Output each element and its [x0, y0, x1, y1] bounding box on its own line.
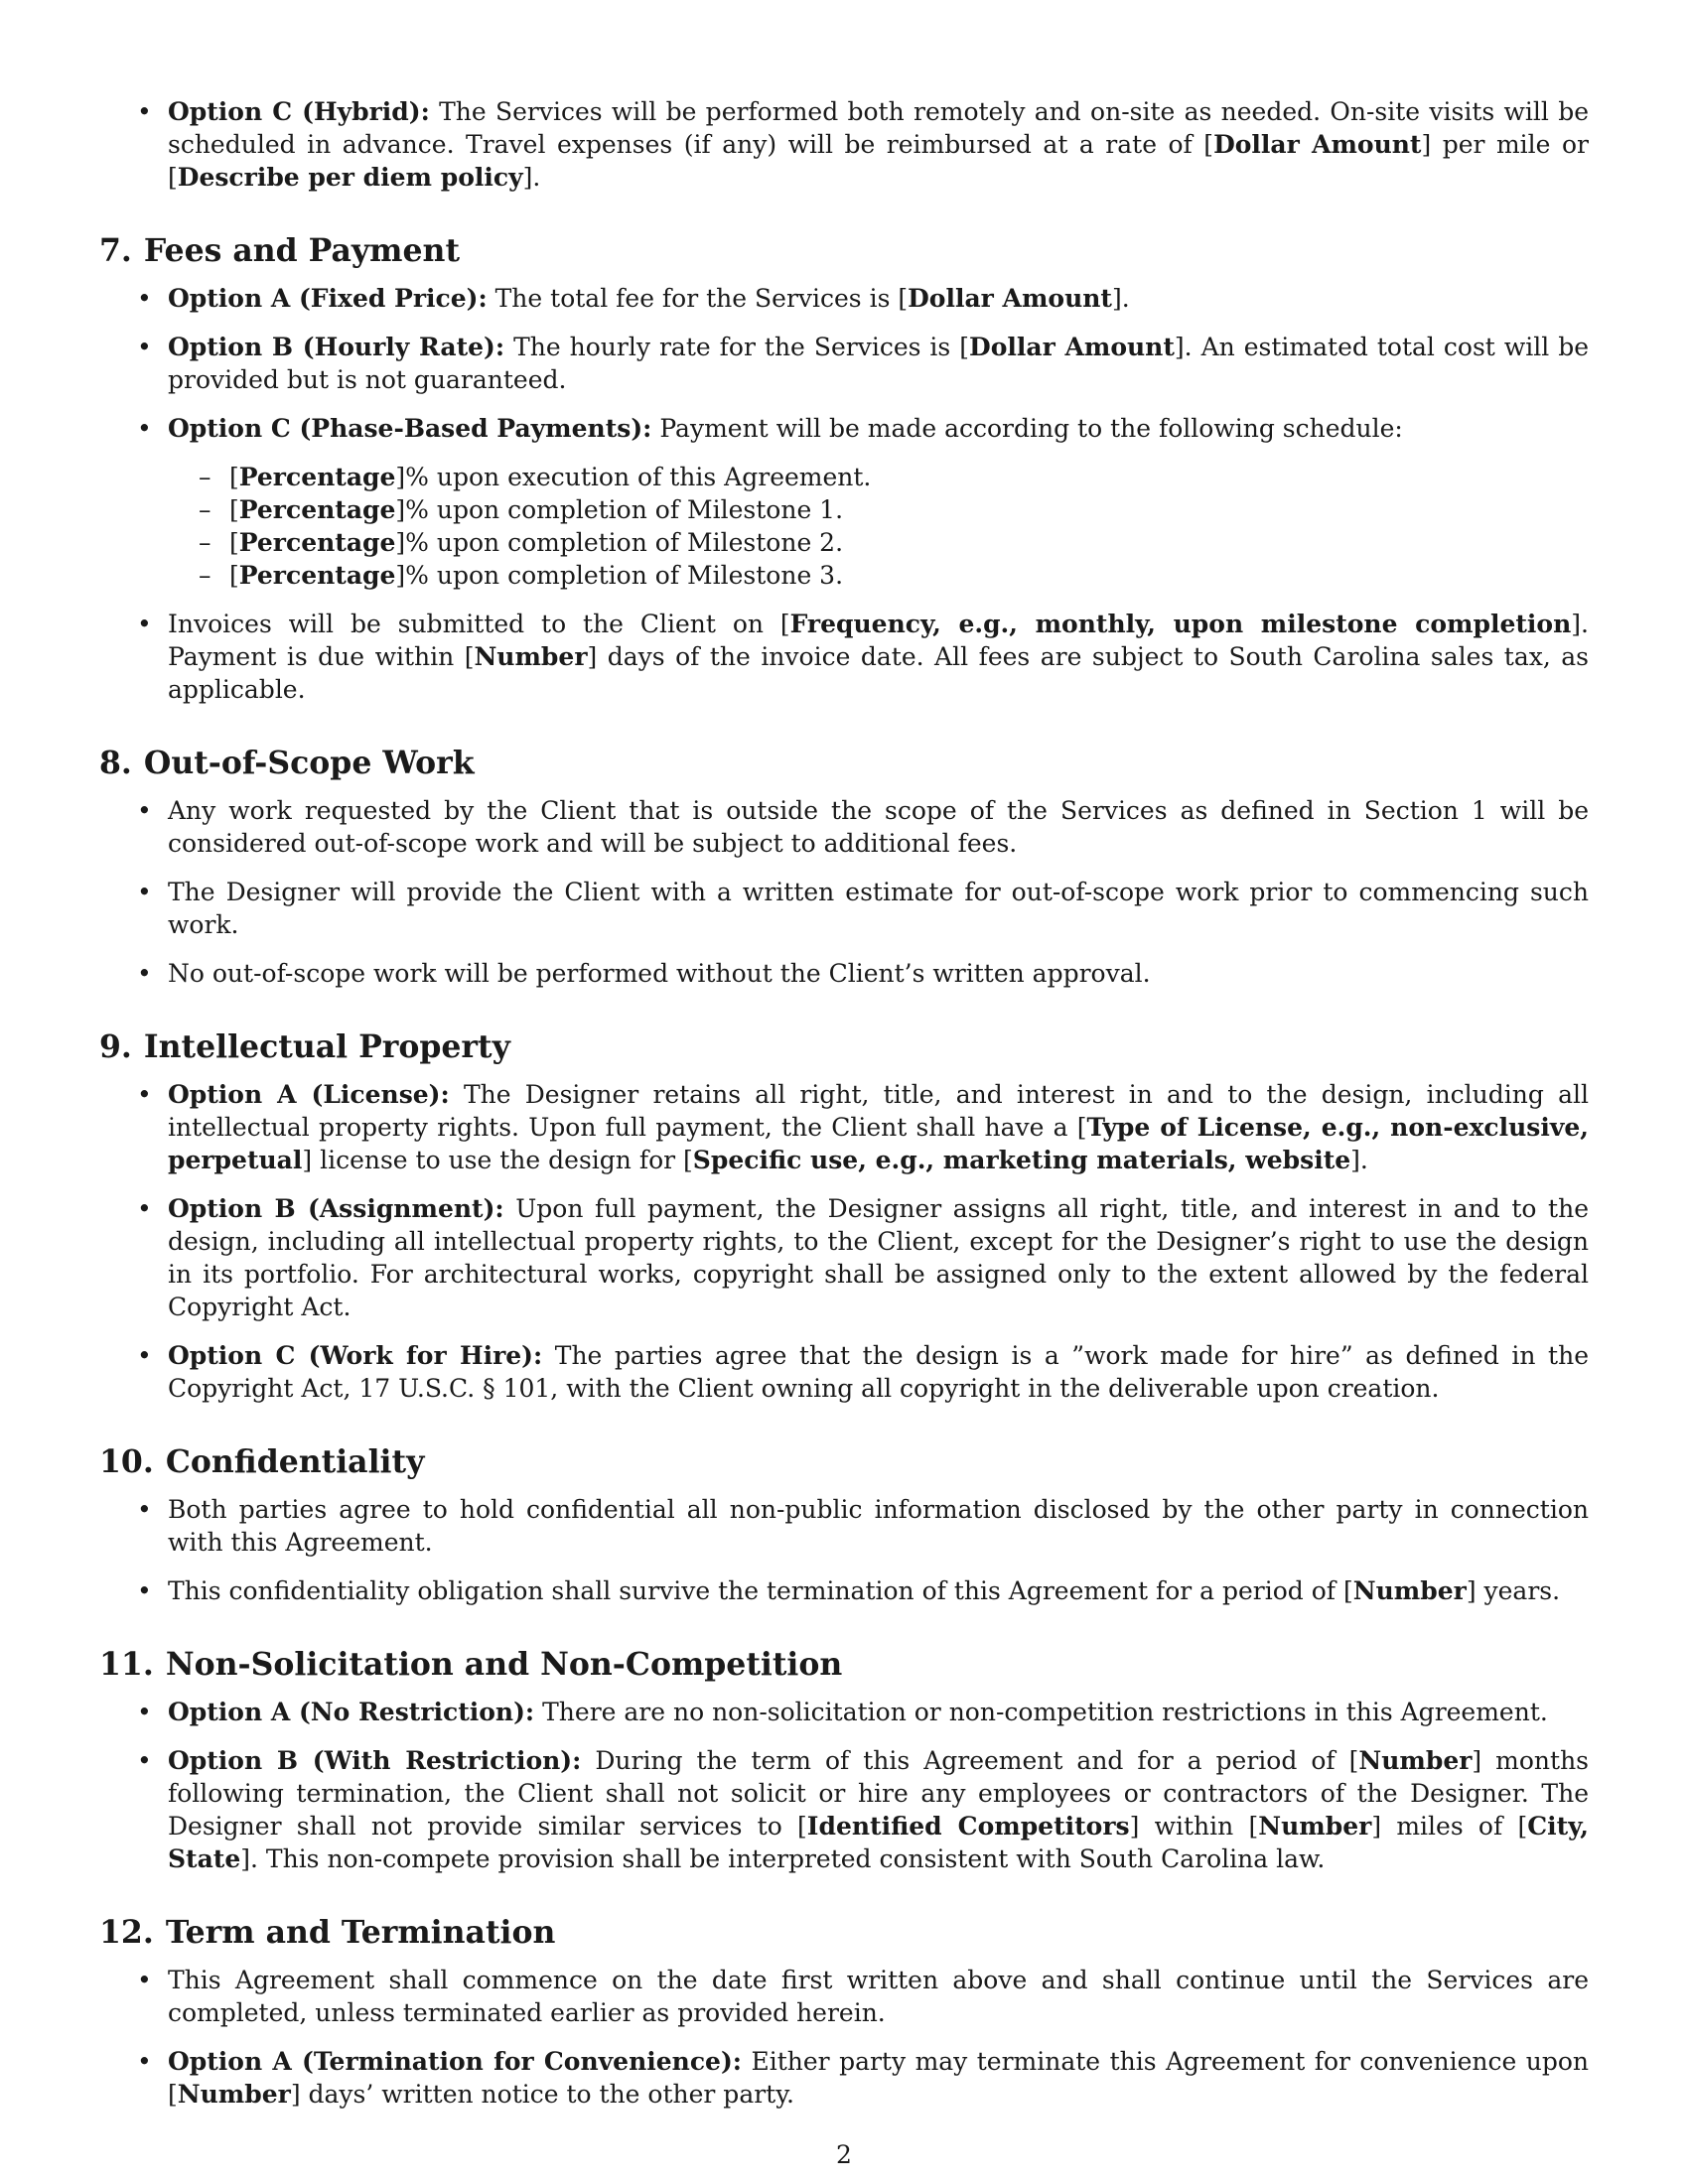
list-item: [99, 608, 1589, 706]
bold-text: Number: [1352, 1576, 1467, 1605]
bold-text: City, State: [168, 1812, 1589, 1873]
text-run: The hourly rate for the Services is [: [504, 333, 970, 361]
text-run: There are no non-solicitation or non-competition restrictions in this Agreement.: [534, 1698, 1548, 1726]
bold-text: Option A (License):: [168, 1080, 450, 1109]
section: [99, 744, 1589, 990]
text-run: ]% upon completion of Milestone 2.: [395, 528, 844, 557]
bold-text: Option B (Hourly Rate):: [168, 333, 505, 361]
section: [99, 1027, 1589, 1405]
section-heading: [99, 744, 1589, 783]
bold-text: Number: [1258, 1812, 1372, 1841]
text-run: The Designer retains all right, title, and interest in and to the design, including all intellectual property rights. Upon full payment, the Client shall have a [: [168, 1080, 1589, 1142]
text-run: ] per mile or [: [168, 130, 1589, 192]
text-run: ]% upon execution of this Agreement.: [395, 463, 872, 491]
section: [99, 1913, 1589, 2111]
list-item: [99, 794, 1589, 860]
text-run: ]. An estimated total cost will be provided but is not guaranteed.: [168, 333, 1590, 394]
list-item: [99, 957, 1589, 990]
list-item: [99, 1964, 1589, 2029]
text-run: ]% upon completion of Milestone 1.: [395, 495, 844, 524]
text-run: ].: [522, 163, 541, 192]
text-run: ] months following termination, the Client shall not solicit or hire any employees or contractors of the Designer. The Designer shall not provide similar services to [: [168, 1746, 1589, 1841]
list-item: [99, 1078, 1589, 1176]
list-item: [99, 876, 1589, 941]
bold-text: Option B (Assignment):: [168, 1194, 504, 1223]
section-heading: [99, 1913, 1589, 1953]
text-run: Payment will be made according to the following schedule:: [651, 414, 1403, 443]
section-title: Intellectual Property: [143, 1028, 510, 1065]
sub-list-item: [168, 461, 1589, 493]
section-number: 9.: [99, 1028, 132, 1065]
section-title: Fees and Payment: [143, 232, 460, 269]
bold-text: Dollar Amount: [908, 284, 1112, 313]
bold-text: Percentage: [238, 528, 396, 557]
text-run: Invoices will be submitted to the Client on [: [168, 610, 790, 638]
sub-list-item: [168, 526, 1589, 559]
text-run: No out-of-scope work will be performed without the Client’s written approval.: [168, 959, 1151, 988]
bold-text: Describe per diem policy: [177, 163, 523, 192]
text-run: ]% upon completion of Milestone 3.: [395, 561, 844, 590]
bold-text: Option C (Phase-Based Payments):: [168, 414, 652, 443]
sub-list-item: [168, 493, 1589, 526]
bullet-list: [99, 1493, 1589, 1607]
sub-list: [168, 461, 1589, 592]
bullet-list: [99, 1078, 1589, 1405]
section-title: Out-of-Scope Work: [143, 745, 475, 781]
text-run: During the term of this Agreement and for a period of [: [581, 1746, 1359, 1775]
bullet-list: [99, 282, 1589, 706]
document-body: [99, 95, 1589, 2126]
section-heading: [99, 1442, 1589, 1482]
text-run: The parties agree that the design is a ”work made for hire” as defined in the Copyright Act, 17 U.S.C. § 101, with the Client owning all copyright in the deliverable upon creation.: [168, 1341, 1589, 1403]
text-run: ] license to use the design for [: [302, 1146, 693, 1174]
section-number: 12.: [99, 1914, 154, 1951]
bold-text: Dollar Amount: [1213, 130, 1422, 159]
bold-text: Type of License, e.g., non-exclusive, perpetual: [168, 1113, 1589, 1174]
list-item: [99, 1192, 1589, 1323]
text-run: [: [229, 495, 239, 524]
bullet-list: [99, 1964, 1589, 2111]
text-run: ] miles of [: [1371, 1812, 1528, 1841]
bold-text: Option A (Fixed Price):: [168, 284, 488, 313]
text-run: Any work requested by the Client that is outside the scope of the Services as defined in Section 1 will be considered out-of-scope work and will be subject to additional fees.: [168, 796, 1589, 858]
bold-text: Percentage: [238, 561, 396, 590]
list-item: [99, 282, 1589, 315]
continued-list: [99, 95, 1589, 194]
list-item: [99, 95, 1589, 194]
section: [99, 1442, 1589, 1607]
section-title: Non-Solicitation and Non-Competition: [165, 1646, 843, 1683]
list-item: [99, 1339, 1589, 1405]
bold-text: Number: [1358, 1746, 1473, 1775]
bold-text: Dollar Amount: [969, 333, 1175, 361]
bold-text: Option C (Work for Hire):: [168, 1341, 543, 1370]
section: [99, 1645, 1589, 1875]
bullet-list: [99, 1696, 1589, 1875]
sub-list-item: [168, 559, 1589, 592]
text-run: The total fee for the Services is [: [487, 284, 909, 313]
bold-text: Identified Competitors: [806, 1812, 1130, 1841]
list-item: [99, 1574, 1589, 1607]
bold-text: Option A (Termination for Convenience):: [168, 2047, 743, 2076]
section: [99, 231, 1589, 706]
bold-text: Number: [474, 642, 588, 671]
text-run: ].: [1111, 284, 1130, 313]
text-run: The Services will be performed both remotely and on-site as needed. On-site visits will be scheduled in advance. Travel expenses (if any) will be reimbursed at a rate of [: [168, 97, 1589, 159]
list-item: [99, 1696, 1589, 1728]
section-number: 7.: [99, 232, 132, 269]
text-run: Upon full payment, the Designer assigns all right, title, and interest in and to the design, including all intellectual property rights, to the Client, except for the Designer’s right to use the design in its portfolio. For architectural works, copyright shall be assigned only to the extent allowed by the federal Copyright Act.: [168, 1194, 1589, 1321]
bold-text: Option C (Hybrid):: [168, 97, 430, 126]
text-run: [: [229, 463, 239, 491]
bold-text: Option A (No Restriction):: [168, 1698, 535, 1726]
bold-text: Percentage: [238, 495, 396, 524]
page-number: 2: [836, 2140, 852, 2169]
list-item: [99, 331, 1589, 396]
section-heading: [99, 1027, 1589, 1067]
text-run: ]. Payment is due within [: [168, 610, 1589, 671]
section-heading: [99, 1645, 1589, 1685]
sections-container: [99, 231, 1589, 2111]
bold-text: Number: [177, 2080, 291, 2109]
text-run: [: [229, 528, 239, 557]
text-run: The Designer will provide the Client with a written estimate for out-of-scope work prior to commencing such work.: [168, 878, 1589, 939]
bullet-list: [99, 794, 1589, 990]
text-run: ] days of the invoice date. All fees are subject to South Carolina sales tax, as applicable.: [168, 642, 1589, 704]
text-run: ]. This non-compete provision shall be interpreted consistent with South Carolina law.: [240, 1844, 1326, 1873]
section-number: 8.: [99, 745, 132, 781]
text-run: ] within [: [1129, 1812, 1259, 1841]
bold-text: Specific use, e.g., marketing materials, website: [692, 1146, 1351, 1174]
text-run: Either party may terminate this Agreement for convenience upon [: [168, 2047, 1590, 2109]
section-title: Term and Termination: [165, 1914, 556, 1951]
list-item: [99, 412, 1589, 592]
text-run: ] years.: [1466, 1576, 1561, 1605]
list-item: [99, 1493, 1589, 1559]
section-number: 11.: [99, 1646, 154, 1683]
text-run: This confidentiality obligation shall survive the termination of this Agreement for a period of [: [168, 1576, 1353, 1605]
section-heading: [99, 231, 1589, 271]
text-run: This Agreement shall commence on the date first written above and shall continue until the Services are completed, unless terminated earlier as provided herein.: [168, 1966, 1589, 2027]
bold-text: Option B (With Restriction):: [168, 1746, 582, 1775]
text-run: [: [229, 561, 239, 590]
list-item: [99, 2045, 1589, 2111]
bold-text: Percentage: [238, 463, 396, 491]
section-number: 10.: [99, 1443, 154, 1480]
list-item: [99, 1744, 1589, 1875]
text-run: Both parties agree to hold confidential all non-public information disclosed by the other party in connection with this Agreement.: [168, 1495, 1589, 1557]
text-run: ].: [1350, 1146, 1368, 1174]
section-title: Confidentiality: [165, 1443, 425, 1480]
text-run: ] days’ written notice to the other party.: [290, 2080, 794, 2109]
bold-text: Frequency, e.g., monthly, upon milestone completion: [789, 610, 1572, 638]
